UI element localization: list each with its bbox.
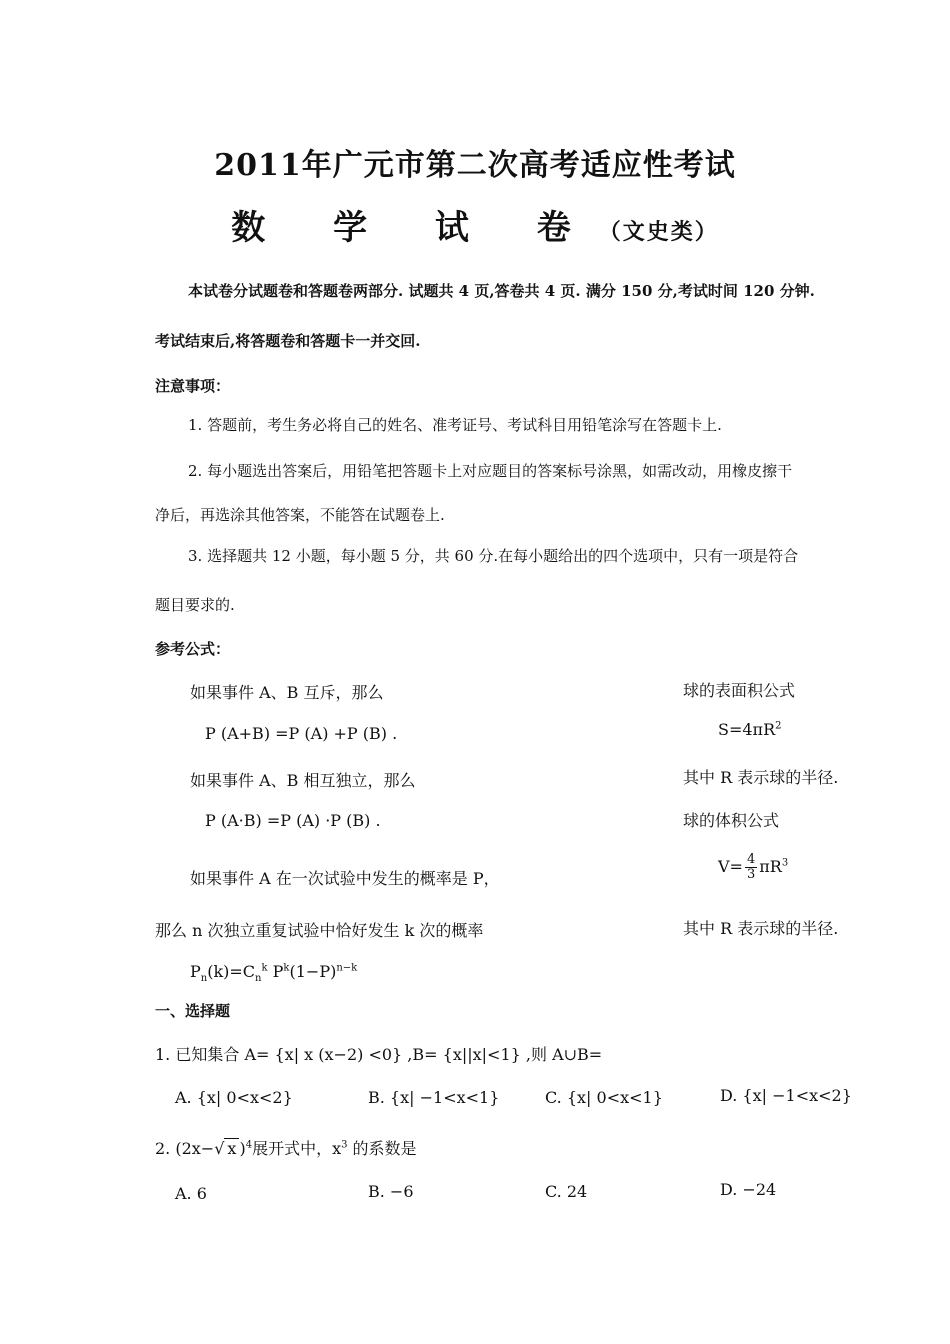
formula-binomial [190, 962, 357, 984]
question-2-option-a: A. 6 [175, 1184, 207, 1203]
formula-right-6: 其中 R 表示球的半径. [683, 919, 839, 938]
formula-left-3: 如果事件 A、B 相互独立，那么 [190, 771, 416, 790]
exam-title: 2011年广元市第二次高考适应性考试 [214, 148, 736, 183]
q2-radicand: x [224, 1138, 239, 1158]
q2-stem-close: ) [239, 1139, 246, 1158]
fraction-denominator: 3 [746, 867, 756, 882]
formula-left-1: 如果事件 A、B 互斥，那么 [190, 683, 384, 702]
formula-left-5: 如果事件 A 在一次试验中发生的概率是 P， [190, 869, 500, 888]
question-1-stem: 1. 已知集合 A= {x| x (x−2) <0} ,B= {x||x|<1} ,则 A∪B= [155, 1045, 603, 1064]
binomial-sup-k2: k [283, 962, 290, 974]
sphere-volume-sup: 3 [781, 857, 789, 869]
fraction-4-3 [745, 853, 757, 882]
sphere-volume-post: πR [759, 857, 782, 876]
formula-sphere-area [718, 720, 781, 739]
binomial-p: P [190, 962, 201, 981]
question-1-option-c: C. {x| 0<x<1} [545, 1088, 663, 1107]
fraction-numerator: 4 [746, 852, 756, 867]
formula-left-2: P (A+B) =P (A) +P (B) . [205, 724, 398, 743]
q2-stem-mid: 展开式中，x [252, 1139, 342, 1158]
question-1-option-d: D. {x| −1<x<2} [720, 1086, 852, 1105]
binomial-sub-n: n [200, 973, 208, 985]
intro-line-2: 考试结束后,将答题卷和答题卡一并交回. [155, 332, 421, 350]
binomial-end: (1−P) [289, 962, 337, 981]
formula-right-4: 球的体积公式 [683, 811, 780, 830]
question-2-option-b: B. −6 [368, 1182, 414, 1201]
q2-stem-post: 的系数是 [347, 1139, 417, 1158]
formula-sphere-volume [718, 853, 788, 882]
binomial-p2: P [267, 962, 284, 981]
intro-line-1: 本试卷分试题卷和答题卷两部分. 试题共 4 页,答卷共 4 页. 满分 150 分,考试时间 120 分钟. [188, 282, 815, 300]
sqrt-symbol: √ [214, 1139, 225, 1158]
binomial-sub-n2: n [255, 973, 262, 985]
question-1-option-a: A. {x| 0<x<2} [175, 1088, 293, 1107]
note-2a: 2. 每小题选出答案后，用铅笔把答题卡上对应题目的答案标号涂黑，如需改动，用橡皮擦干 [188, 462, 793, 480]
formula-left-6: 那么 n 次独立重复试验中恰好发生 k 次的概率 [155, 921, 484, 940]
binomial-sup-nk: n−k [336, 962, 358, 974]
formulas-heading: 参考公式： [155, 640, 231, 658]
formula-left-4: P (A·B) =P (A) ·P (B) . [205, 811, 381, 830]
subject-title [0, 200, 950, 249]
formula-right-1: 球的表面积公式 [683, 681, 796, 700]
subject-name: 数 学 试 卷 [231, 208, 599, 248]
q2-x-exponent: 3 [341, 1139, 348, 1151]
note-3a: 3. 选择题共 12 小题，每小题 5 分，共 60 分.在每小题给出的四个选项中，只有一项是符合 [188, 547, 799, 565]
sphere-volume-pre: V= [718, 857, 743, 876]
binomial-mid: (k)=C [207, 962, 256, 981]
question-2-option-c: C. 24 [545, 1182, 588, 1201]
section-heading: 一、选择题 [155, 1002, 231, 1020]
formula-right-3: 其中 R 表示球的半径. [683, 768, 839, 787]
question-1-option-b: B. {x| −1<x<1} [368, 1088, 500, 1107]
note-3b: 题目要求的. [155, 596, 235, 614]
q2-stem-pre: 2. (2x− [155, 1139, 215, 1158]
question-2-option-d: D. −24 [720, 1180, 777, 1199]
sphere-area-sup: 2 [775, 720, 782, 732]
sphere-area-text: S=4πR [718, 720, 776, 739]
note-2b: 净后，再选涂其他答案，不能答在试题卷上. [155, 506, 445, 524]
note-1: 1. 答题前，考生务必将自己的姓名、准考证号、考试科目用铅笔涂写在答题卡上. [188, 416, 722, 434]
binomial-sup-k: k [261, 962, 268, 974]
notes-heading: 注意事项： [155, 377, 231, 395]
q2-exponent: 4 [245, 1139, 253, 1151]
subject-category: （文史类） [598, 219, 719, 245]
question-2-stem [155, 1136, 417, 1159]
